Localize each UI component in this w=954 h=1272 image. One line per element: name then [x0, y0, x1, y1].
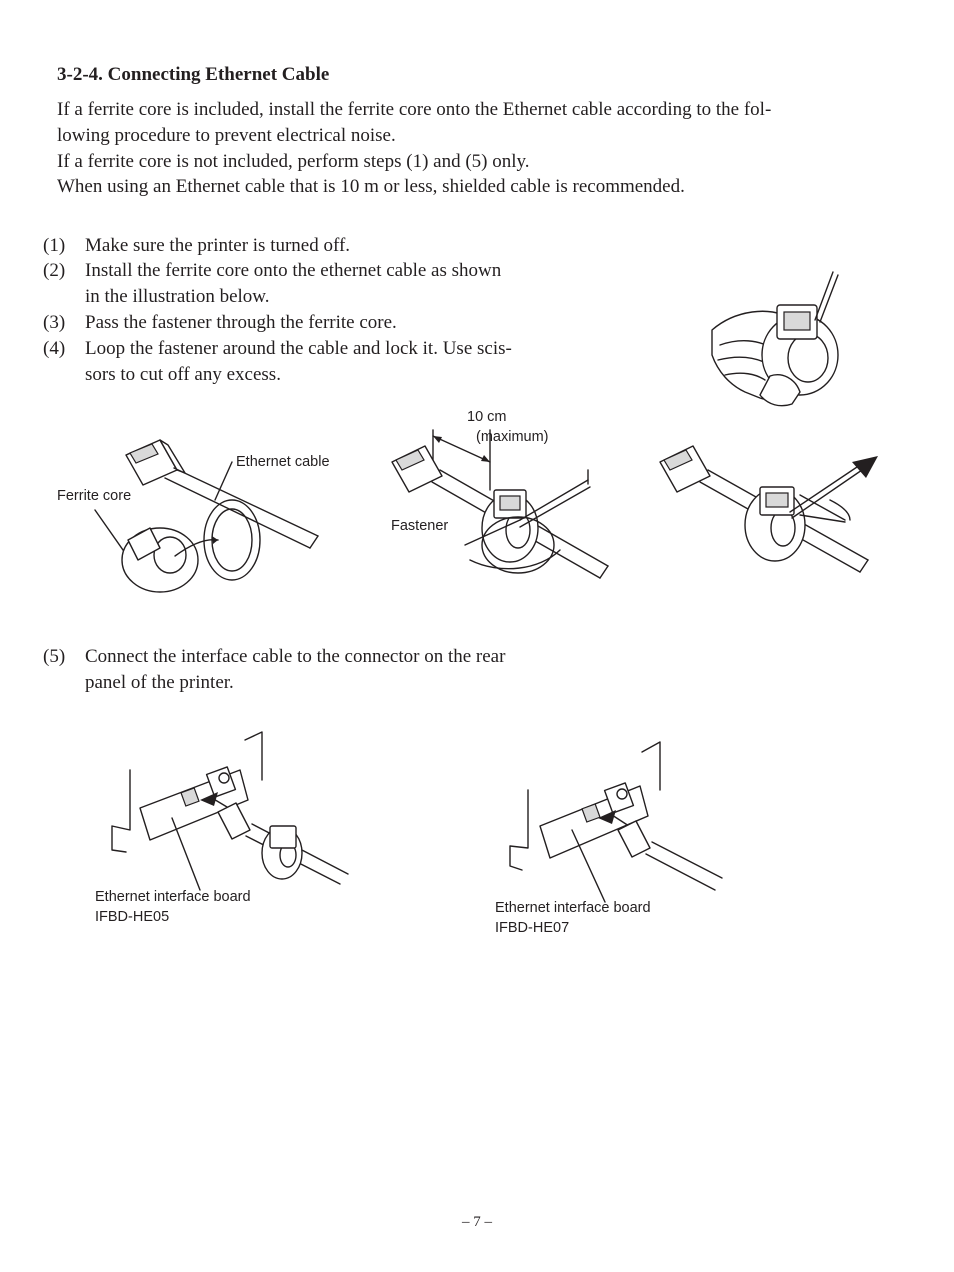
label-board-he05-line2: IFBD-HE05 [95, 909, 170, 925]
step-text: in the illustration below. [85, 286, 270, 307]
step-text: Install the ferrite core onto the ethernet cable as shown [85, 260, 502, 281]
diagram-printer-he07 [510, 742, 722, 902]
label-distance-note: (maximum) [476, 429, 549, 445]
label-board-he05-line1: Ethernet interface board [95, 889, 251, 905]
step-text: panel of the printer. [85, 672, 234, 693]
step-text: Loop the fastener around the cable and lock it. Use scis- [85, 338, 512, 359]
label-distance: 10 cm [467, 409, 507, 425]
label-fastener: Fastener [391, 518, 449, 534]
step-number: (3) [43, 312, 66, 333]
intro-line-3: If a ferrite core is not included, perform steps (1) and (5) only. [57, 151, 530, 172]
step-text: Make sure the printer is turned off. [85, 235, 351, 256]
step-number: (1) [43, 235, 66, 256]
diagram-printer-he05 [112, 732, 348, 890]
page-number: – 7 – [462, 1214, 492, 1230]
diagram-scissors [660, 446, 878, 572]
step-number: (2) [43, 260, 66, 281]
intro-line-4: When using an Ethernet cable that is 10 m or less, shielded cable is recommended. [57, 176, 685, 197]
label-ferrite-core: Ferrite core [57, 488, 132, 504]
diagram-fastener [392, 430, 608, 578]
step-text: Connect the interface cable to the connector on the rear [85, 646, 506, 667]
label-board-he07-line2: IFBD-HE07 [495, 920, 570, 936]
intro-line-2: lowing procedure to prevent electrical noise. [57, 125, 396, 146]
section-heading: 3-2-4. Connecting Ethernet Cable [57, 64, 330, 85]
label-ethernet-cable: Ethernet cable [236, 454, 330, 470]
intro-line-1: If a ferrite core is included, install the ferrite core onto the Ethernet cable according to the fol- [57, 99, 772, 120]
label-board-he07-line1: Ethernet interface board [495, 900, 651, 916]
step-text: Pass the fastener through the ferrite core. [85, 312, 397, 333]
step-text: sors to cut off any excess. [85, 364, 281, 385]
step-number: (5) [43, 646, 66, 667]
step-number: (4) [43, 338, 66, 359]
hand-ferrite-illustration [712, 272, 838, 406]
